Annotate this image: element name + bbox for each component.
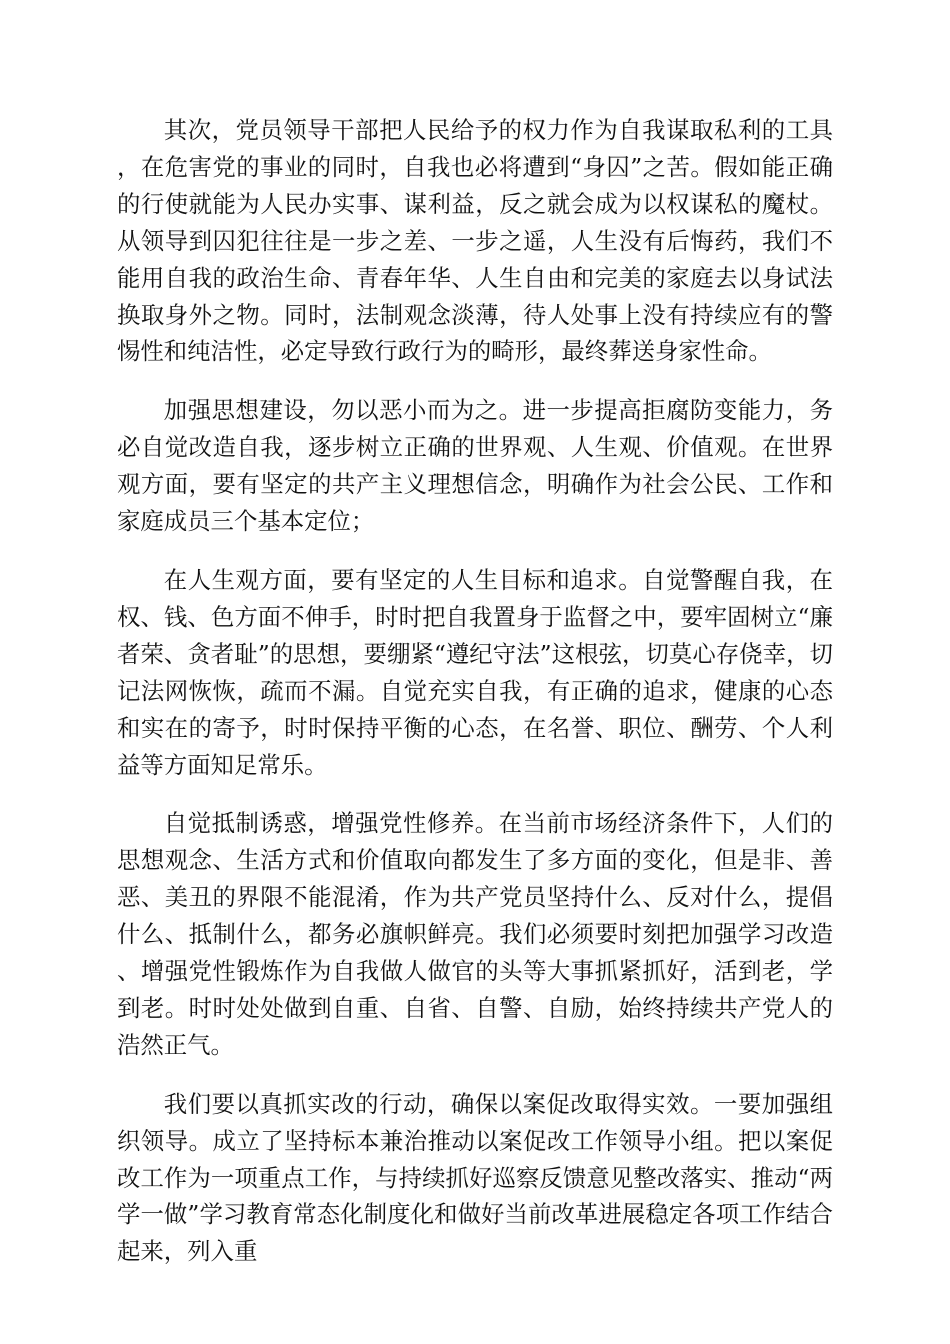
paragraph-5: 我们要以真抓实改的行动，确保以案促改取得实效。一要加强组织领导。成立了坚持标本兼治推动以案促改工作领导小组。把以案促改工作为一项重点工作，与持续抓好巡察反馈意见整改落实、推动“两学一做”学习教育常态化制度化和做好当前改革进展稳定各项工作结合起来，列入重 <box>117 1089 833 1266</box>
paragraph-4: 自觉抵制诱惑，增强党性修养。在当前市场经济条件下，人们的思想观念、生活方式和价值取向都发生了多方面的变化，但是非、善恶、美丑的界限不能混淆，作为共产党员坚持什么、反对什么，提倡什么、抵制什么，都务必旗帜鲜亮。我们必须要时刻把加强学习改造、增强党性锻炼作为自我做人做官的头等大事抓紧抓好，活到老，学到老。时时处处做到自重、自省、自警、自励，始终持续共产党人的浩然正气。 <box>117 809 833 1059</box>
document-body <box>117 112 833 1270</box>
paragraph-3: 在人生观方面，要有坚定的人生目标和追求。自觉警醒自我，在权、钱、色方面不伸手，时时把自我置身于监督之中，要牢固树立“廉者荣、贪者耻”的思想，要绷紧“遵纪守法”这根弦，切莫心存侥幸，切记法网恢恢，疏而不漏。自觉充实自我，有正确的追求，健康的心态和实在的寄予，时时保持平衡的心态，在名誉、职位、酬劳、个人利益等方面知足常乐。 <box>117 565 833 779</box>
paragraph-2: 加强思想建设，勿以恶小而为之。进一步提高拒腐防变能力，务必自觉改造自我，逐步树立正确的世界观、人生观、价值观。在世界观方面，要有坚定的共产主义理想信念，明确作为社会公民、工作和家庭成员三个基本定位； <box>117 396 833 536</box>
paragraph-1: 其次，党员领导干部把人民给予的权力作为自我谋取私利的工具，在危害党的事业的同时，自我也必将遭到“身囚”之苦。假如能正确的行使就能为人民办实事、谋利益，反之就会成为以权谋私的魔杖。从领导到囚犯往往是一步之差、一步之遥，人生没有后悔药，我们不能用自我的政治生命、青春年华、人生自由和完美的家庭去以身试法换取身外之物。同时，法制观念淡薄，待人处事上没有持续应有的警惕性和纯洁性，必定导致行政行为的畸形，最终葬送身家性命。 <box>117 116 833 366</box>
